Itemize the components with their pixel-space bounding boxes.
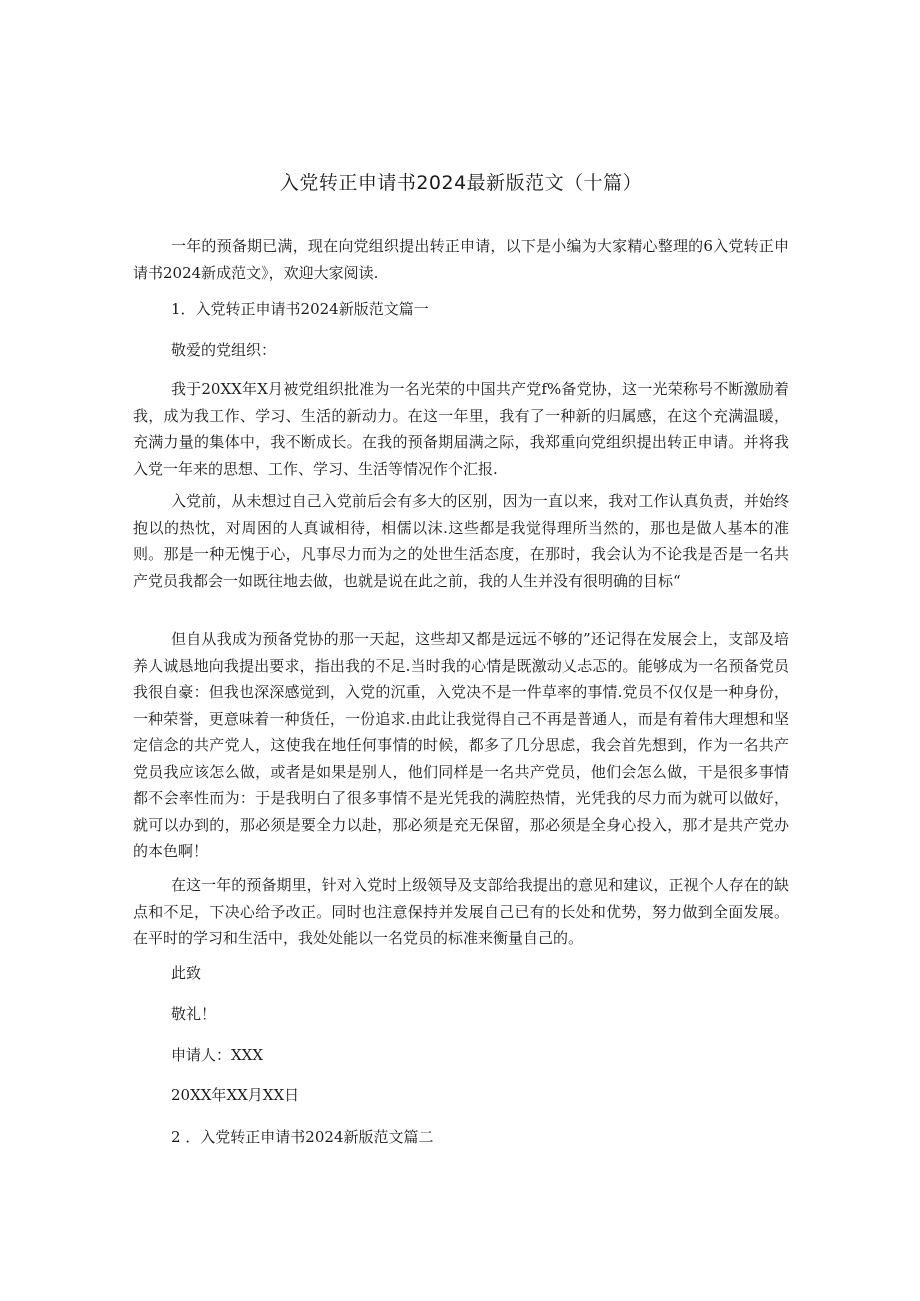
body-paragraph-4: 在这一年的预备期里，针对入党时上级领导及支部给我提出的意见和建议，正视个人存在的缺点和不足，下决心给予改正。同时也注意保持并发展自己已有的长处和优势，努力做到全面发展。在平时的学习和生活中，我处处能以一名党员的标准来衡量自己的。 <box>133 876 789 947</box>
intro-paragraph: 一年的预备期已满，现在向党组织提出转正申请，以下是小编为大家精心整理的6入党转正申请书2024新成范文》，欢迎大家阅读. <box>133 237 789 282</box>
body-paragraph-2: 入党前，从未想过自己入党前后会有多大的区别，因为一直以来，我对工作认真负责，并始终抱以的热忱，对周困的人真诚相待，相儒以沫.这些都是我觉得理所当然的，那也是做人基本的准则。那是一种无愧于心，凡事尽力而为之的处世生活态度，在那时，我会认为不论我是否是一名共产党员我都会一如既往地去做，也就是说在此之前，我的人生并没有很明确的目标“ <box>133 492 789 590</box>
body-paragraph-1: 我于20XX年X月被党组织批准为一名光荣的中国共产党f%备党协，这一光荣称号不断激励着我，成为我工作、学习、生活的新动力。在这一年里，我有了一种新的归属感，在这个充满温暖，充满力量的集体中，我不断成长。在我的预备期届满之际，我郑重向党组织提出转正申请。并将我入党一年来的思想、工作、学习、生活等情况作个汇报. <box>133 380 789 478</box>
applicant-signature: 申请人：XXX <box>171 1046 264 1064</box>
closing-1: 此致 <box>171 964 202 982</box>
document-title: 入党转正申请书2024最新版范文（十篇） <box>279 172 643 194</box>
body-paragraph-3: 但自从我成为预备党协的那一天起，这些却又都是远远不够的”还记得在发展会上，支部及培养人诚恳地向我提出要求，指出我的不足.当时我的心情是既激动乂忐忑的。能够成为一名预备党员我很自豪：但我也深深感觉到，入党的沉重，入党决不是一件草率的事情.党员不仅仅是一种身份，一种荣誉，更意味着一种货任，一份追求.由此让我觉得自己不再是普通人，而是有着伟大理想和坚定信念的共产党人，这使我在地任何事情的时候，都多了几分思虑，我会首先想到，作为一名共产党员我应该怎么做，或者是如果是别人，他们同样是一名共产党员，他们会怎么做，干是很多事情都不会率性而为：于是我明白了很多事情不是光凭我的满腔热情，光凭我的尽力而为就可以做好，就可以办到的，那必须是要全力以赴，那必须是充无保留，那必须是全身心投入，那才是共产党办的本色啊！ <box>133 630 789 860</box>
date-line: 20XX年XX月XX日 <box>171 1086 300 1104</box>
section-1-heading: 1．入党转正申请书2024新版范文篇一 <box>171 300 429 318</box>
salutation: 敬爱的党组织： <box>171 341 277 359</box>
closing-2: 敬礼！ <box>171 1005 217 1023</box>
section-2-heading: 2 ．入党转正申请书2024新版范文篇二 <box>171 1128 434 1146</box>
